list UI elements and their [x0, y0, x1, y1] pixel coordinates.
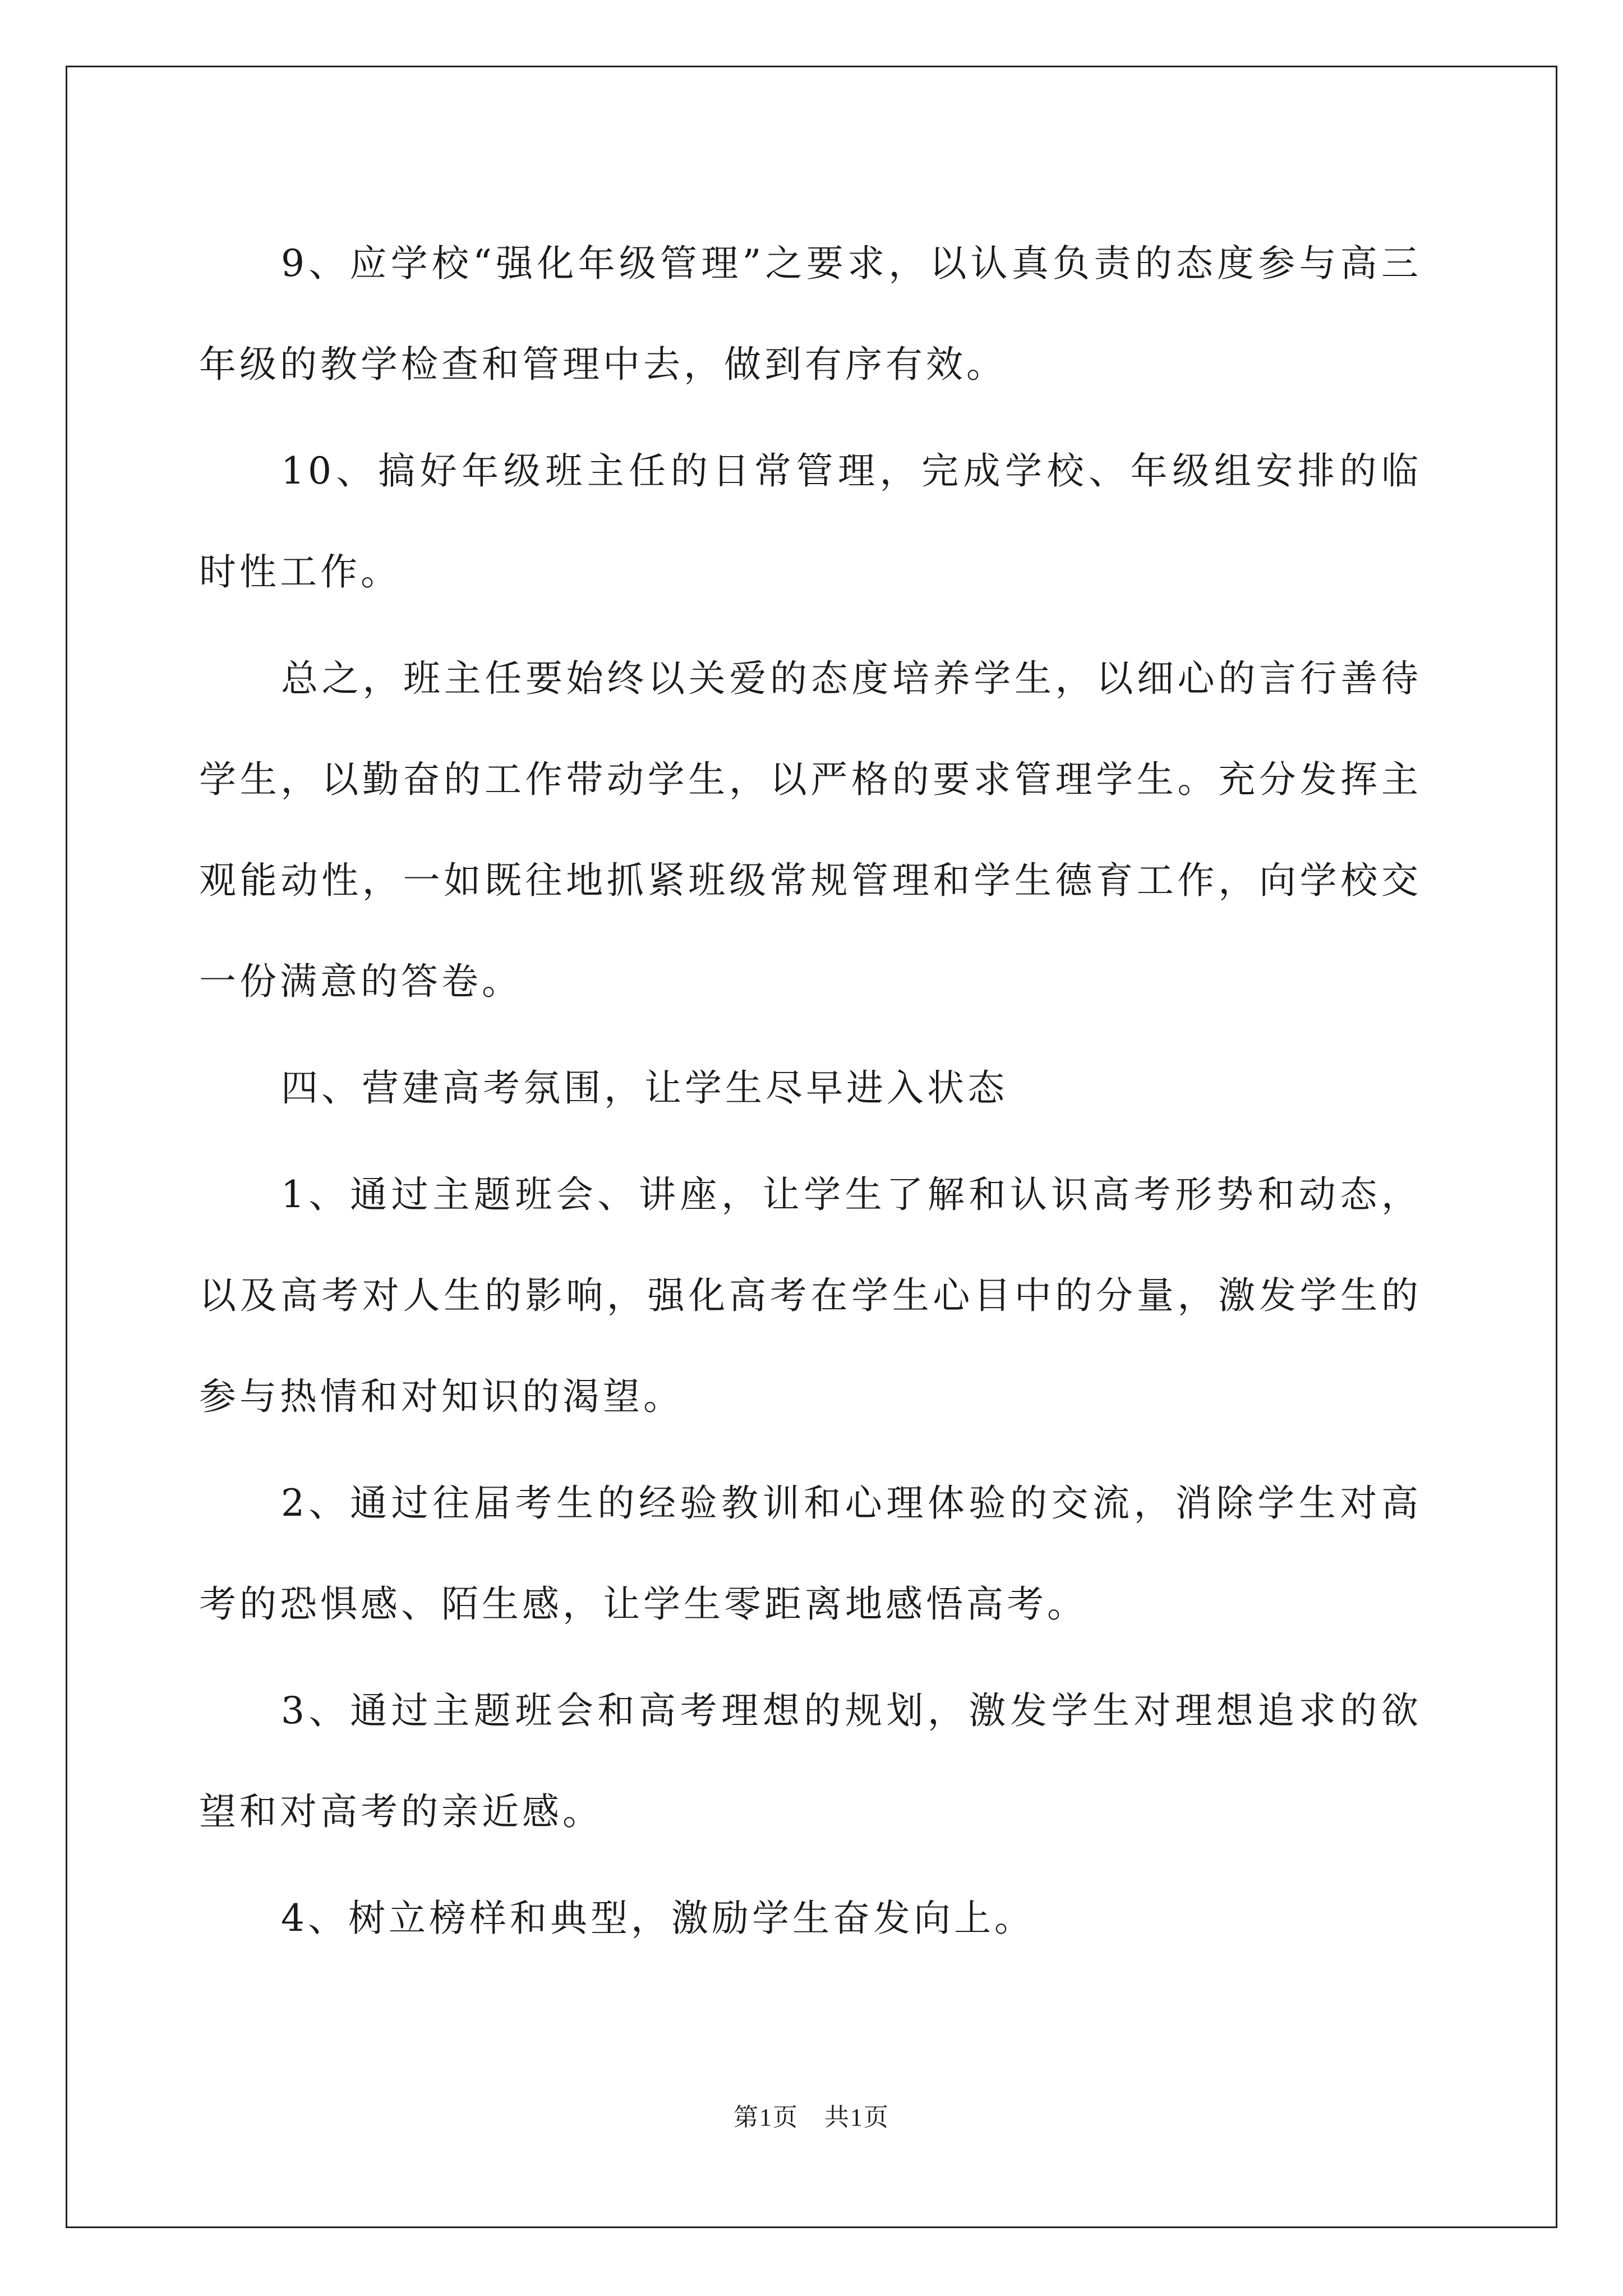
paragraph-item-4: 4、树立榜样和典型，激励学生奋发向上。 — [281, 1897, 1035, 1940]
paragraph-item-10: 10、搞好年级班主任的日常管理，完成学校、年级组安排的临时性工作。 — [199, 449, 1422, 593]
document-body — [199, 213, 1422, 1975]
paragraph-item-9: 9、应学校“强化年级管理”之要求，以认真负责的态度参与高三年级的教学检查和管理中去，做到有序有效。 — [199, 242, 1422, 386]
paragraph-item-1: 1、通过主题班会、讲座，让学生了解和认识高考形势和动态，以及高考对人生的影响，强化高考在学生心目中的分量，激发学生的参与热情和对知识的渴望。 — [199, 1173, 1422, 1418]
section-heading: 四、营建高考氛围，让学生尽早进入状态 — [281, 1066, 1008, 1110]
paragraph-item-2: 2、通过往届考生的经验教训和心理体验的交流，消除学生对高考的恐惧感、陌生感，让学生零距离地感悟高考。 — [199, 1481, 1422, 1626]
paragraph-summary: 总之，班主任要始终以关爱的态度培养学生，以细心的言行善待学生，以勤奋的工作带动学生，以严格的要求管理学生。充分发挥主观能动性，一如既往地抓紧班级常规管理和学生德育工作，向学校交一份满意的答卷。 — [199, 657, 1422, 1003]
paragraph-item-3: 3、通过主题班会和高考理想的规划，激发学生对理想追求的欲望和对高考的亲近感。 — [199, 1689, 1422, 1833]
page-footer: 第1页 共1页 — [734, 2104, 889, 2131]
